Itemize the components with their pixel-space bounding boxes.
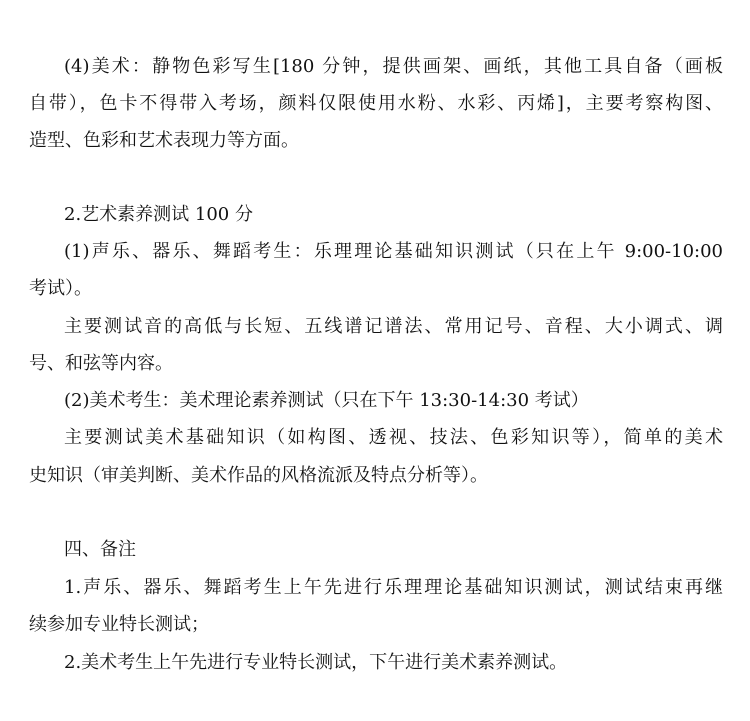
art-exam-line-1: (4)美术：静物色彩写生[180 分钟，提供画架、画纸，其他工具自备（画板 bbox=[64, 56, 723, 77]
notes-heading: 四、备注 bbox=[64, 539, 136, 560]
music-theory-desc-line-2: 号、和弦等内容。 bbox=[29, 353, 173, 374]
art-theory-desc-line-1: 主要测试美术基础知识（如构图、透视、技法、色彩知识等），简单的美术 bbox=[64, 427, 723, 448]
art-exam-line-3: 造型、色彩和艺术表现力等方面。 bbox=[29, 130, 299, 151]
music-theory-desc-line-1: 主要测试音的高低与长短、五线谱记谱法、常用记号、音程、大小调式、调 bbox=[64, 316, 723, 337]
music-theory-line-1: (1)声乐、器乐、舞蹈考生：乐理理论基础知识测试（只在上午 9:00-10:00 bbox=[64, 241, 723, 262]
music-theory-line-2: 考试）。 bbox=[29, 278, 92, 299]
art-literacy-heading: 2.艺术素养测试 100 分 bbox=[64, 204, 253, 225]
art-exam-line-2: 自带），色卡不得带入考场，颜料仅限使用水粉、水彩、丙烯]，主要考察构图、 bbox=[29, 93, 723, 114]
art-theory-line-1: (2)美术考生：美术理论素养测试（只在下午 13:30-14:30 考试） bbox=[64, 390, 589, 411]
note-2-line-1: 2.美术考生上午先进行专业特长测试，下午进行美术素养测试。 bbox=[64, 652, 568, 673]
note-1-line-2: 续参加专业特长测试； bbox=[29, 614, 209, 635]
art-theory-desc-line-2: 史知识（审美判断、美术作品的风格流派及特点分析等）。 bbox=[29, 465, 488, 486]
note-1-line-1: 1.声乐、器乐、舞蹈考生上午先进行乐理理论基础知识测试，测试结束再继 bbox=[64, 577, 723, 598]
